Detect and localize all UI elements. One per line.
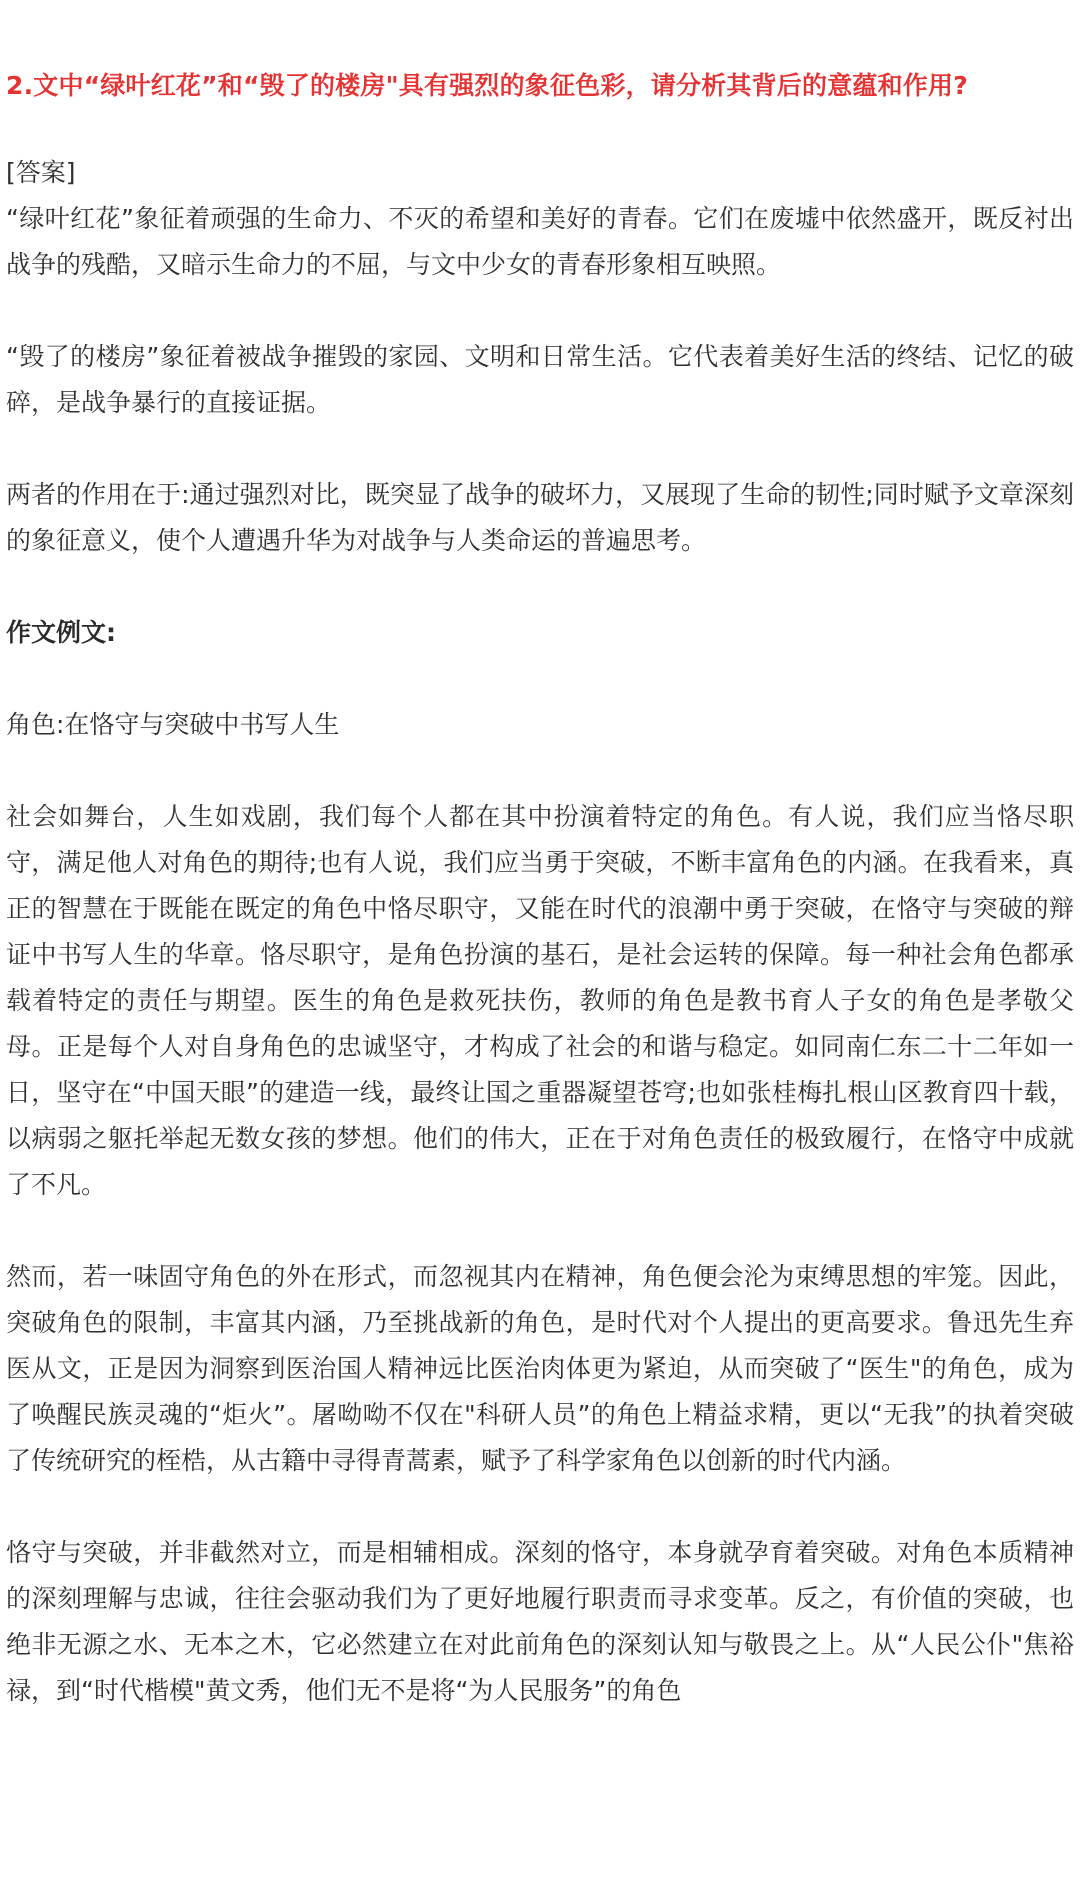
answer-paragraph-2: “毁了的楼房”象征着被战争摧毁的家园、文明和日常生活。它代表着美好生活的终结、记忆的破碎，是战争暴行的直接证据。 — [6, 342, 1074, 417]
essay-heading: 作文例文: — [6, 618, 116, 647]
paragraph-gap — [6, 1208, 1074, 1254]
answer-label: [答案] — [6, 158, 76, 187]
essay-paragraph-2: 然而，若一味固守角色的外在形式，而忽视其内在精神，角色便会沦为束缚思想的牢笼。因此，突破角色的限制，丰富其内涵，乃至挑战新的角色，是时代对个人提出的更高要求。鲁迅先生弃医从文，正是因为洞察到医治国人精神远比医治肉体更为紧迫，从而突破了“医生"的角色，成为了唤醒民族灵魂的“炬火”。屠呦呦不仅在"科研人员”的角色上精益求精，更以“无我”的执着突破了传统研究的桎梏，从古籍中寻得青蒿素，赋予了科学家角色以创新的时代内涵。 — [6, 1262, 1074, 1475]
paragraph-gap — [6, 288, 1074, 334]
paragraph-gap — [6, 1484, 1074, 1530]
paragraph-gap — [6, 748, 1074, 794]
question-heading: 2.文中“绿叶红花”和“毁了的楼房"具有强烈的象征色彩，请分析其背后的意蕴和作用? — [6, 71, 968, 100]
essay-paragraph-1: 社会如舞台，人生如戏剧，我们每个人都在其中扮演着特定的角色。有人说，我们应当恪尽职守，满足他人对角色的期待;也有人说，我们应当勇于突破，不断丰富角色的内涵。在我看来，真正的智慧在于既能在既定的角色中恪尽职守，又能在时代的浪潮中勇于突破，在恪守与突破的辩证中书写人生的华章。恪尽职守，是角色扮演的基石，是社会运转的保障。每一种社会角色都承载着特定的责任与期望。医生的角色是救死扶伤，教师的角色是教书育人子女的角色是孝敬父母。正是每个人对自身角色的忠诚坚守，才构成了社会的和谐与稳定。如同南仁东二十二年如一日，坚守在“中国天眼”的建造一线，最终让国之重器凝望苍穹;也如张桂梅扎根山区教育四十载，以病弱之躯托举起无数女孩的梦想。他们的伟大，正在于对角色责任的极致履行，在恪守中成就了不凡。 — [6, 802, 1074, 1199]
answer-paragraph-3: 两者的作用在于:通过强烈对比，既突显了战争的破坏力，又展现了生命的韧性;同时赋予文章深刻的象征意义，使个人遭遇升华为对战争与人类命运的普遍思考。 — [6, 480, 1074, 555]
essay-paragraph-3: 恪守与突破，并非截然对立，而是相辅相成。深刻的恪守，本身就孕育着突破。对角色本质精神的深刻理解与忠诚，往往会驱动我们为了更好地履行职责而寻求变革。反之，有价值的突破，也绝非无源之水、无本之木，它必然建立在对此前角色的深刻认知与敬畏之上。从“人民公仆"焦裕禄，到“时代楷模"黄文秀，他们无不是将“为人民服务”的角色 — [6, 1538, 1074, 1705]
paragraph-gap — [6, 426, 1074, 472]
paragraph-gap — [6, 656, 1074, 702]
answer-paragraph-1: “绿叶红花”象征着顽强的生命力、不灭的希望和美好的青春。它们在废墟中依然盛开，既反衬出战争的残酷，又暗示生命力的不屈，与文中少女的青春形象相互映照。 — [6, 204, 1074, 279]
essay-title: 角色:在恪守与突破中书写人生 — [6, 710, 340, 739]
paragraph-gap — [6, 564, 1074, 610]
